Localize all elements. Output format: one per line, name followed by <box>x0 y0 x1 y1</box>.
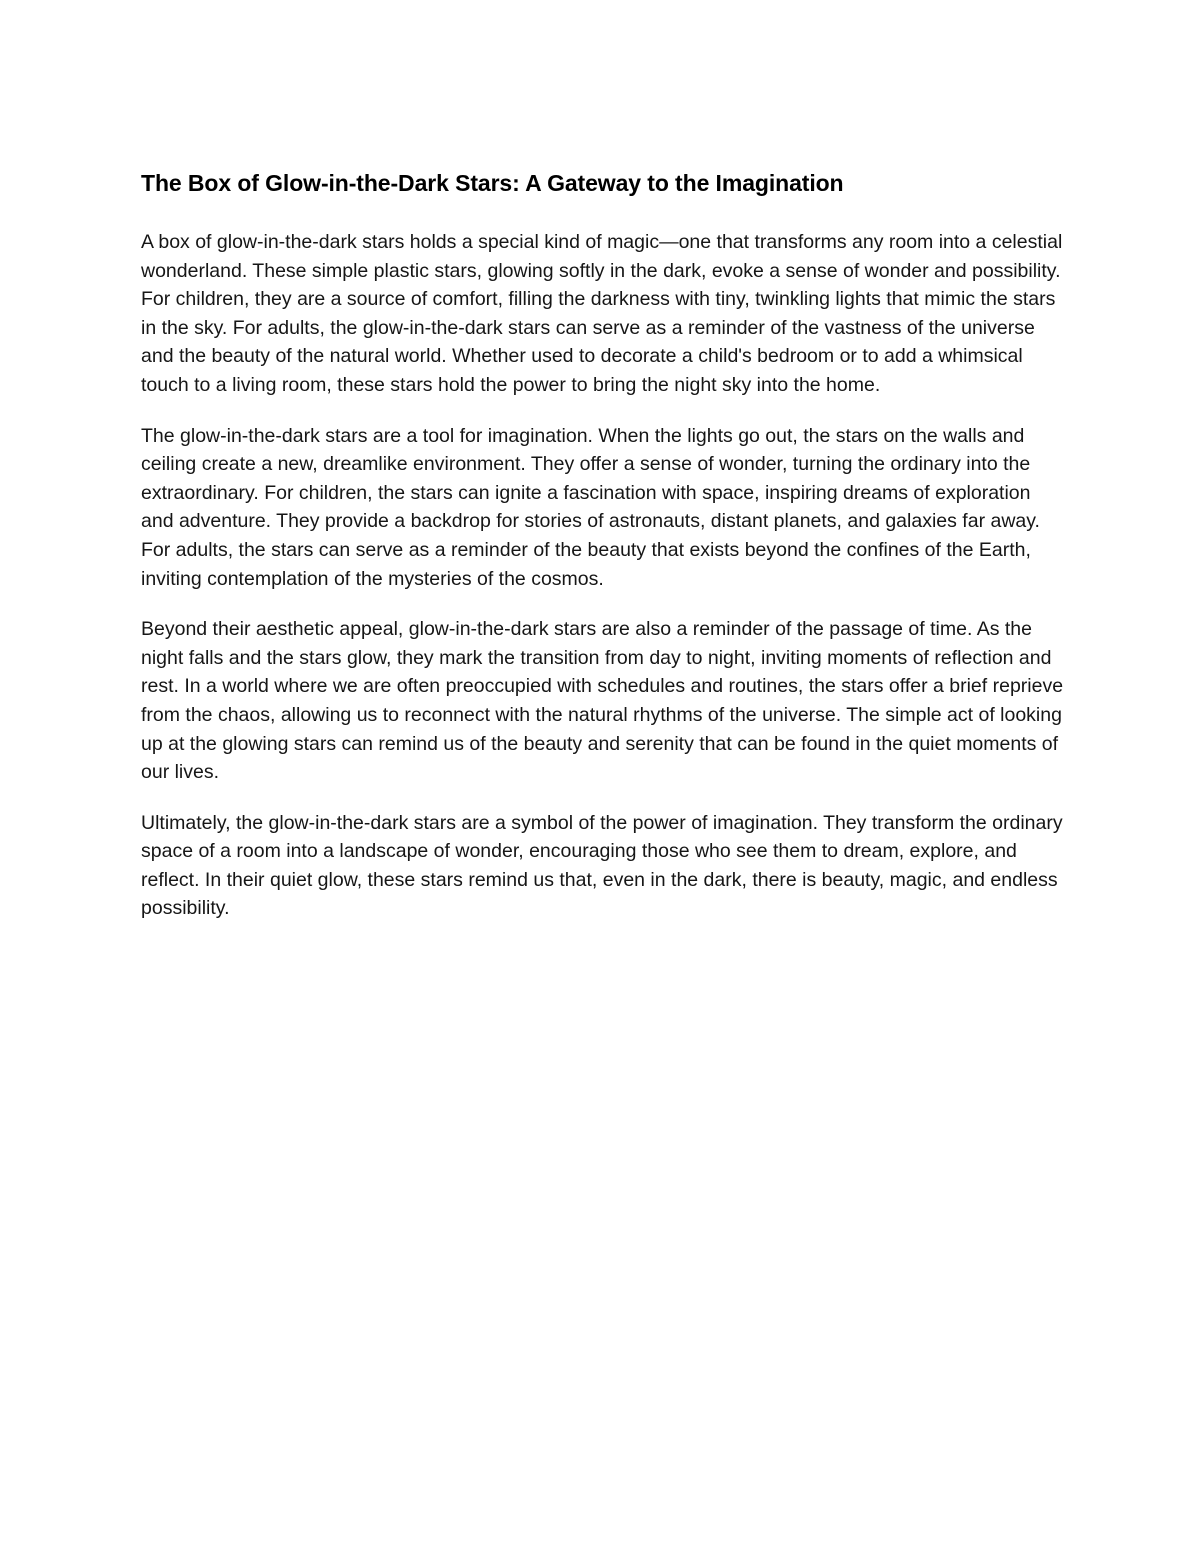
document-body <box>141 167 1066 945</box>
paragraph-4: Ultimately, the glow-in-the-dark stars are a symbol of the power of imagination. They transform the ordinary space of a room into a landscape of wonder, encouraging those who see them to dream, explore, and reflect. In their quiet glow, these stars remind us that, even in the dark, there is beauty, magic, and endless possibility. <box>141 811 1063 920</box>
paragraph-1: A box of glow-in-the-dark stars holds a special kind of magic—one that transforms any room into a celestial wonderland. These simple plastic stars, glowing softly in the dark, evoke a sense of wonder and possibility. For children, they are a source of comfort, filling the darkness with tiny, twinkling lights that mimic the stars in the sky. For adults, the glow-in-the-dark stars can serve as a reminder of the vastness of the universe and the beauty of the natural world. Whether used to decorate a child's bedroom or to add a whimsical touch to a living room, these stars hold the power to bring the night sky into the home. <box>141 231 1063 396</box>
paragraph-3: Beyond their aesthetic appeal, glow-in-the-dark stars are also a reminder of the passage of time. As the night falls and the stars glow, they mark the transition from day to night, inviting moments of reflection and rest. In a world where we are often preoccupied with schedules and routines, the stars offer a brief reprieve from the chaos, allowing us to reconnect with the natural rhythms of the universe. The simple act of looking up at the glowing stars can remind us of the beauty and serenity that can be found in the quiet moments of our lives. <box>141 618 1064 784</box>
document-title: The Box of Glow-in-the-Dark Stars: A Gateway to the Imagination <box>141 170 844 196</box>
paragraph-2: The glow-in-the-dark stars are a tool for imagination. When the lights go out, the stars on the walls and ceiling create a new, dreamlike environment. They offer a sense of wonder, turning the ordinary into the extraordinary. For children, the stars can ignite a fascination with space, inspiring dreams of exploration and adventure. They provide a backdrop for stories of astronauts, distant planets, and galaxies far away. For adults, the stars can serve as a reminder of the beauty that exists beyond the confines of the Earth, inviting contemplation of the mysteries of the cosmos. <box>141 424 1040 590</box>
